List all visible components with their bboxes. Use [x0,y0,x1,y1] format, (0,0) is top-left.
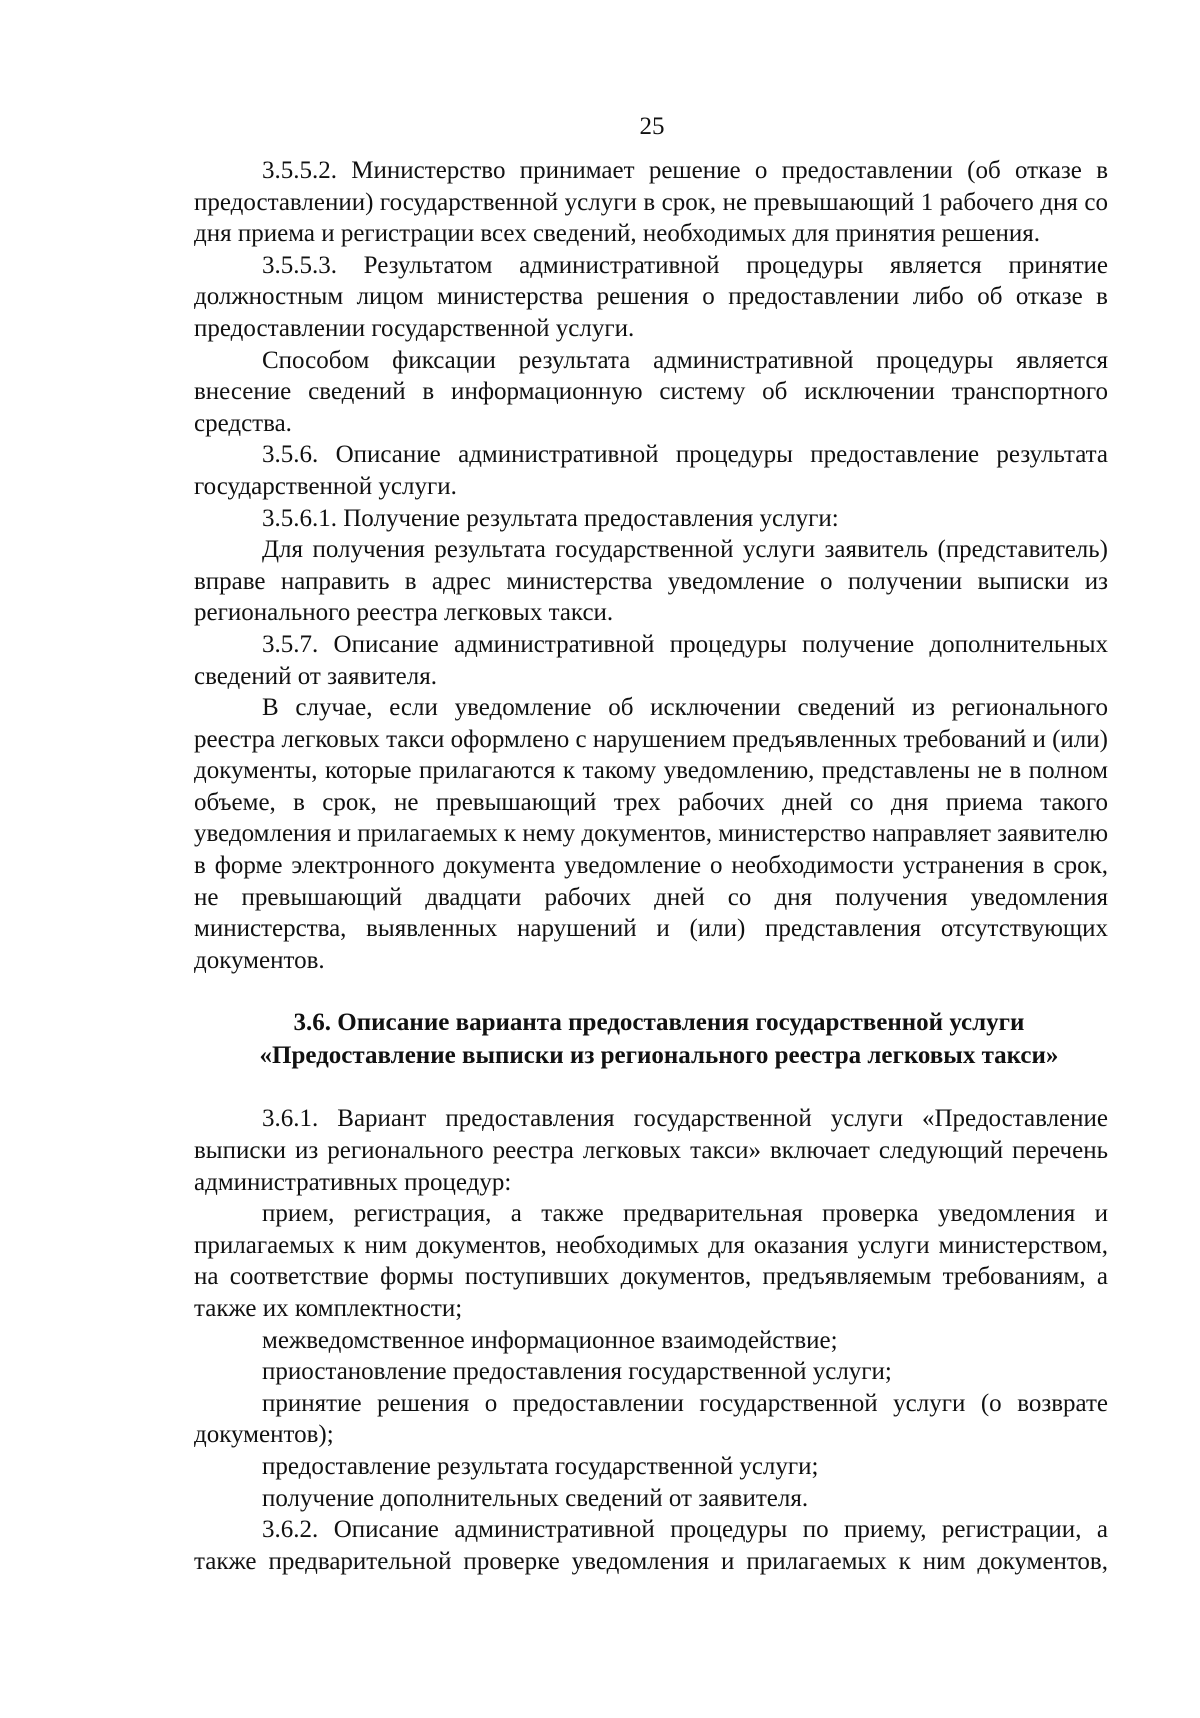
list-item-reception: прием, регистрация, а также предварительная проверка уведомления и прилагаемых к ним документов, необходимых для оказания услуги министерством, на соответствие формы поступивших документов, предъявляемым требованиям, а также их комплектности; [194,1200,1108,1322]
list-item-suspension: приостановление предоставления государственной услуги; [262,1358,892,1386]
document-body [194,155,1108,1577]
list-item-interagency: межведомственное информационное взаимодействие; [262,1326,838,1354]
page-number: 25 [639,113,665,140]
paragraph-3-5-6: 3.5.6. Описание административной процедуры предоставление результата государственной услуги. [194,441,1108,500]
paragraph-3-6-1: 3.6.1. Вариант предоставления государственной услуги «Предоставление выписки из регионального реестра легковых такси» включает следующий перечень административных процедур: [194,1105,1108,1196]
paragraph-3-6-2: 3.6.2. Описание административной процедуры по приему, регистрации, а также предварительной проверке уведомления и прилагаемых к ним документов, [194,1516,1108,1575]
section-heading-line-2: «Предоставление выписки из регионального реестра легковых такси» [259,1042,1059,1070]
paragraph-violation-case: В случае, если уведомление об исключении сведений из регионального реестра легковых такси оформлено с нарушением предъявленных требований и (или) документы, которые прилагаются к такому уведомлению, представлены не в полном объеме, в срок, не превышающий трех рабочих дней со дня приема такого уведомления и прилагаемых к нему документов, министерство направляет заявителю в форме электронного документа уведомление о необходимости устранения в срок, не превышающий двадцати рабочих дней со дня получения уведомления министерства, выявленных нарушений и (или) представления отсутствующих документов. [194,694,1108,974]
paragraph-3-5-6-1: 3.5.6.1. Получение результата предоставления услуги: [262,504,839,532]
list-item-decision: принятие решения о предоставлении государственной услуги (о возврате документов); [194,1389,1108,1449]
paragraph-result-request: Для получения результата государственной услуги заявитель (представитель) вправе направить в адрес министерства уведомление о получении выписки из регионального реестра легковых такси. [194,536,1108,627]
paragraph-3-5-7: 3.5.7. Описание административной процедуры получение дополнительных сведений от заявителя. [194,630,1108,690]
paragraph-3-5-5-2: 3.5.5.2. Министерство принимает решение о предоставлении (об отказе в предоставлении) государственной услуги в срок, не превышающий 1 рабочего дня со дня приема и регистрации всех сведений, необходимых для принятия решения. [194,157,1108,248]
section-heading-3-6 [194,1006,1108,1072]
paragraph-fixation-method: Способом фиксации результата административной процедуры является внесение сведений в информационную систему об исключении транспортного средства. [194,346,1108,437]
list-item-result: предоставление результата государственной услуги; [262,1452,819,1480]
paragraph-3-5-5-3: 3.5.5.3. Результатом административной процедуры является принятие должностным лицом министерства решения о предоставлении либо об отказе в предоставлении государственной услуги. [194,251,1108,342]
section-heading-line-1: 3.6. Описание варианта предоставления государственной услуги [293,1009,1025,1037]
list-item-additional-info: получение дополнительных сведений от заявителя. [262,1484,809,1512]
